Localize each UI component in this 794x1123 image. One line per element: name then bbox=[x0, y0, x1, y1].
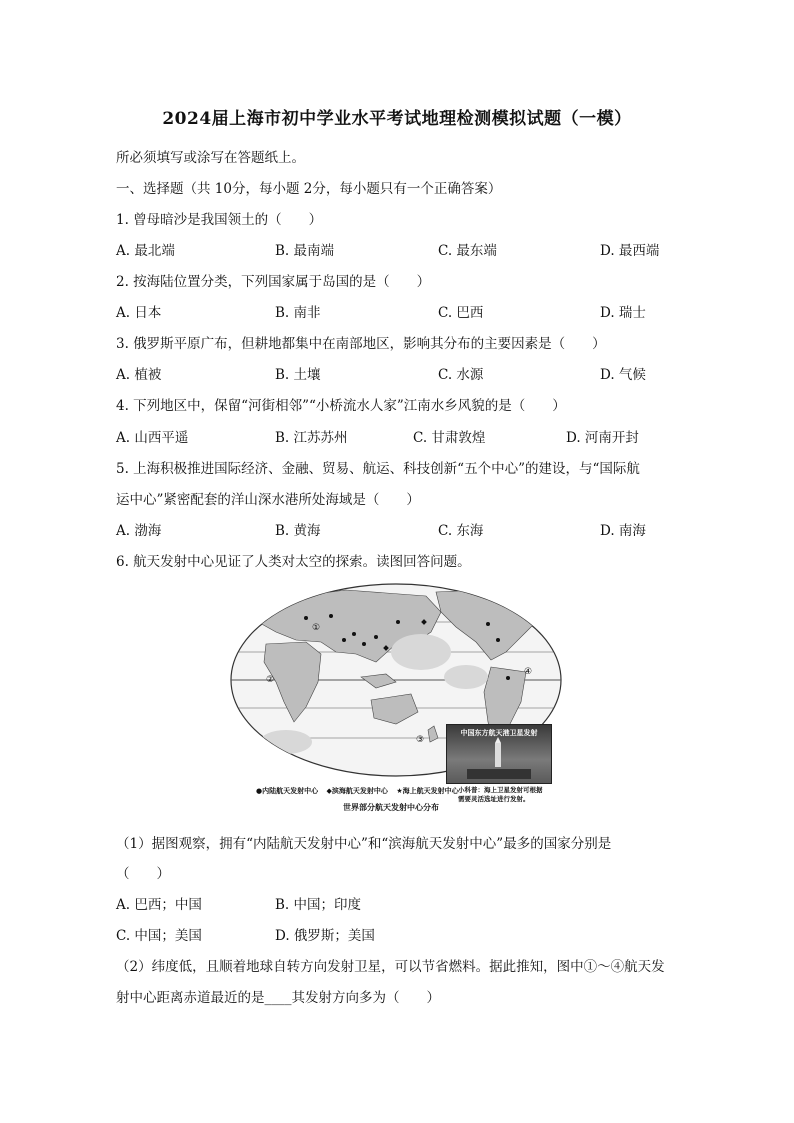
photo-note bbox=[458, 786, 558, 804]
question-5-stem-continued: 运中心”紧密配套的洋山深水港所处海域是（ ） bbox=[116, 492, 420, 508]
marker-label-1: ① bbox=[312, 623, 321, 633]
photo-note-line-2: 需要灵活选址进行发射。 bbox=[458, 795, 530, 803]
question-5-stem: 5. 上海积极推进国际经济、金融、贸易、航运、科技创新“五个中心”的建设，与“国际航 bbox=[116, 461, 640, 477]
sub-question-2-line-1: （2）纬度低，且顺着地球自转方向发射卫星，可以节省燃料。据此推知，图中①～④航天发 bbox=[116, 959, 665, 975]
question-2-option-b[interactable]: B. 南非 bbox=[275, 305, 321, 321]
launch-site-dot bbox=[352, 632, 356, 636]
question-3-stem: 3. 俄罗斯平原广布，但耕地都集中在南部地区，影响其分布的主要因素是（ ） bbox=[116, 336, 606, 352]
question-6-stem: 6. 航天发射中心见证了人类对太空的探索。读图回答问题。 bbox=[116, 554, 471, 570]
question-3-option-a[interactable]: A. 植被 bbox=[116, 367, 162, 383]
instruction-text: 所必须填写或涂写在答题纸上。 bbox=[116, 150, 305, 166]
question-4-stem: 4. 下列地区中，保留“河街相邻”“小桥流水人家”江南水乡风貌的是（ ） bbox=[116, 398, 566, 414]
launch-photo bbox=[446, 724, 552, 784]
question-1-option-b[interactable]: B. 最南端 bbox=[275, 243, 335, 259]
launch-site-dot bbox=[362, 642, 366, 646]
question-5-option-c[interactable]: C. 东海 bbox=[438, 523, 484, 539]
launch-site-dot bbox=[506, 676, 510, 680]
question-4-option-a[interactable]: A. 山西平遥 bbox=[116, 430, 189, 446]
question-3-option-b[interactable]: B. 土壤 bbox=[275, 367, 321, 383]
launch-site-dot bbox=[374, 635, 378, 639]
legend-sea: ★海上航天发射中心 bbox=[396, 787, 459, 795]
marker-label-4: ④ bbox=[524, 667, 533, 677]
launch-site-dot bbox=[486, 622, 490, 626]
map-caption: 世界部分航天发射中心分布 bbox=[343, 803, 439, 812]
sub-question-2-line-2: 射中心距离赤道最近的是____其发射方向多为（ ） bbox=[116, 990, 440, 1006]
launch-site-dot bbox=[342, 638, 346, 642]
question-2-option-a[interactable]: A. 日本 bbox=[116, 305, 162, 321]
question-5-option-d[interactable]: D. 南海 bbox=[600, 523, 646, 539]
legend-inland: ●内陆航天发射中心 bbox=[256, 787, 319, 795]
question-1-stem: 1. 曾母暗沙是我国领土的（ ） bbox=[116, 212, 323, 228]
sub-question-1-option-d[interactable]: D. 俄罗斯；美国 bbox=[275, 928, 375, 944]
question-5-option-b[interactable]: B. 黄海 bbox=[275, 523, 321, 539]
question-4-option-c[interactable]: C. 甘肃敦煌 bbox=[413, 430, 486, 446]
question-3-option-d[interactable]: D. 气候 bbox=[600, 367, 646, 383]
photo-note-line-1: 小科普：海上卫星发射可根据 bbox=[458, 786, 543, 794]
sub-question-1-option-b[interactable]: B. 中国；印度 bbox=[275, 897, 362, 913]
launch-site-dot bbox=[496, 638, 500, 642]
map-legend bbox=[256, 786, 459, 796]
legend-coastal: ◆滨海航天发射中心 bbox=[326, 787, 388, 795]
sub-question-1-option-c[interactable]: C. 中国；美国 bbox=[116, 928, 202, 944]
launch-site-dot bbox=[329, 614, 333, 618]
question-4-option-b[interactable]: B. 江苏苏州 bbox=[275, 430, 348, 446]
question-2-option-c[interactable]: C. 巴西 bbox=[438, 305, 484, 321]
question-2-option-d[interactable]: D. 瑞士 bbox=[600, 305, 646, 321]
marker-label-2: ② bbox=[266, 675, 275, 685]
sub-question-1-option-a[interactable]: A. 巴西；中国 bbox=[116, 897, 202, 913]
question-1-option-a[interactable]: A. 最北端 bbox=[116, 243, 175, 259]
marker-label-3: ③ bbox=[416, 735, 425, 745]
launch-site-dot bbox=[396, 620, 400, 624]
question-1-option-c[interactable]: C. 最东端 bbox=[438, 243, 497, 259]
question-3-option-c[interactable]: C. 水源 bbox=[438, 367, 484, 383]
sub-question-1-stem: （1）据图观察，拥有“内陆航天发射中心”和“滨海航天发射中心”最多的国家分别是 bbox=[116, 836, 612, 852]
launch-site-dot bbox=[304, 616, 308, 620]
page-title: 2024届上海市初中学业水平考试地理检测模拟试题（一模） bbox=[162, 109, 632, 129]
sub-question-1-paren: （ ） bbox=[116, 866, 170, 882]
question-1-option-d[interactable]: D. 最西端 bbox=[600, 243, 660, 259]
question-2-stem: 2. 按海陆位置分类，下列国家属于岛国的是（ ） bbox=[116, 274, 431, 290]
photo-title: 中国东方航天港卫星发射 bbox=[460, 729, 538, 737]
section-heading: 一、选择题（共 10分，每小题 2分，每小题只有一个正确答案） bbox=[116, 181, 502, 197]
rocket-illustration bbox=[447, 725, 551, 783]
question-5-option-a[interactable]: A. 渤海 bbox=[116, 523, 162, 539]
question-4-option-d[interactable]: D. 河南开封 bbox=[566, 430, 639, 446]
